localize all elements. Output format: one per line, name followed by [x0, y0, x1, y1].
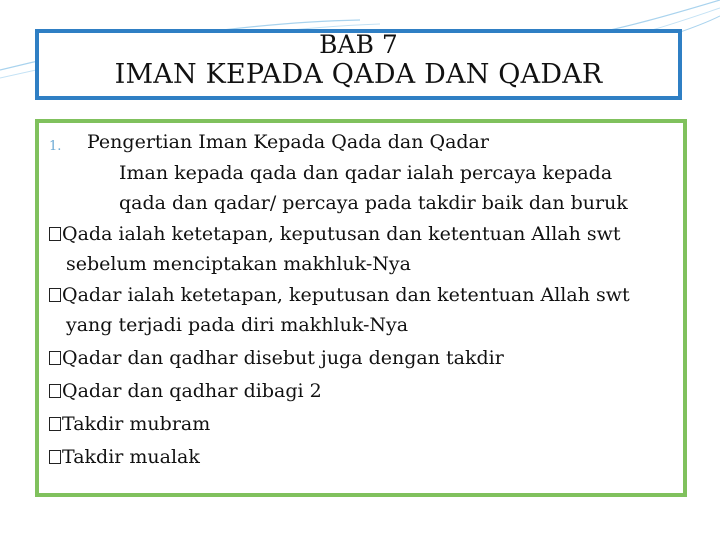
missing-glyph-box-icon: [49, 351, 61, 365]
missing-glyph-box-icon: [49, 384, 61, 398]
content-box: [35, 119, 687, 497]
bullet-item: Takdir mubram: [49, 413, 210, 435]
section-heading: Pengertian Iman Kepada Qada dan Qadar: [87, 131, 489, 153]
definition-line-2: qada dan qadar/ percaya pada takdir baik dan buruk: [119, 192, 628, 214]
title-box: [35, 29, 682, 100]
missing-glyph-box-icon: [49, 450, 61, 464]
missing-glyph-box-icon: [49, 288, 61, 302]
bullet-item: Takdir mualak: [49, 446, 200, 468]
bullet-item-continuation: yang terjadi pada diri makhluk-Nya: [66, 314, 409, 336]
bullet-item: Qada ialah ketetapan, keputusan dan ketentuan Allah swt: [49, 223, 621, 245]
bullet-item: Qadar ialah ketetapan, keputusan dan ketentuan Allah swt: [49, 284, 630, 306]
bullet-item: Qadar dan qadhar dibagi 2: [49, 380, 322, 402]
bullet-item-continuation: sebelum menciptakan makhluk-Nya: [66, 253, 411, 275]
missing-glyph-box-icon: [49, 227, 61, 241]
page-title: IMAN KEPADA QADA DAN QADAR: [114, 59, 603, 90]
bullet-item: Qadar dan qadhar disebut juga dengan takdir: [49, 347, 504, 369]
list-number: 1.: [49, 139, 62, 154]
missing-glyph-box-icon: [49, 417, 61, 431]
definition-line-1: Iman kepada qada dan qadar ialah percaya kepada: [119, 162, 613, 184]
chapter-label: BAB 7: [319, 30, 398, 59]
